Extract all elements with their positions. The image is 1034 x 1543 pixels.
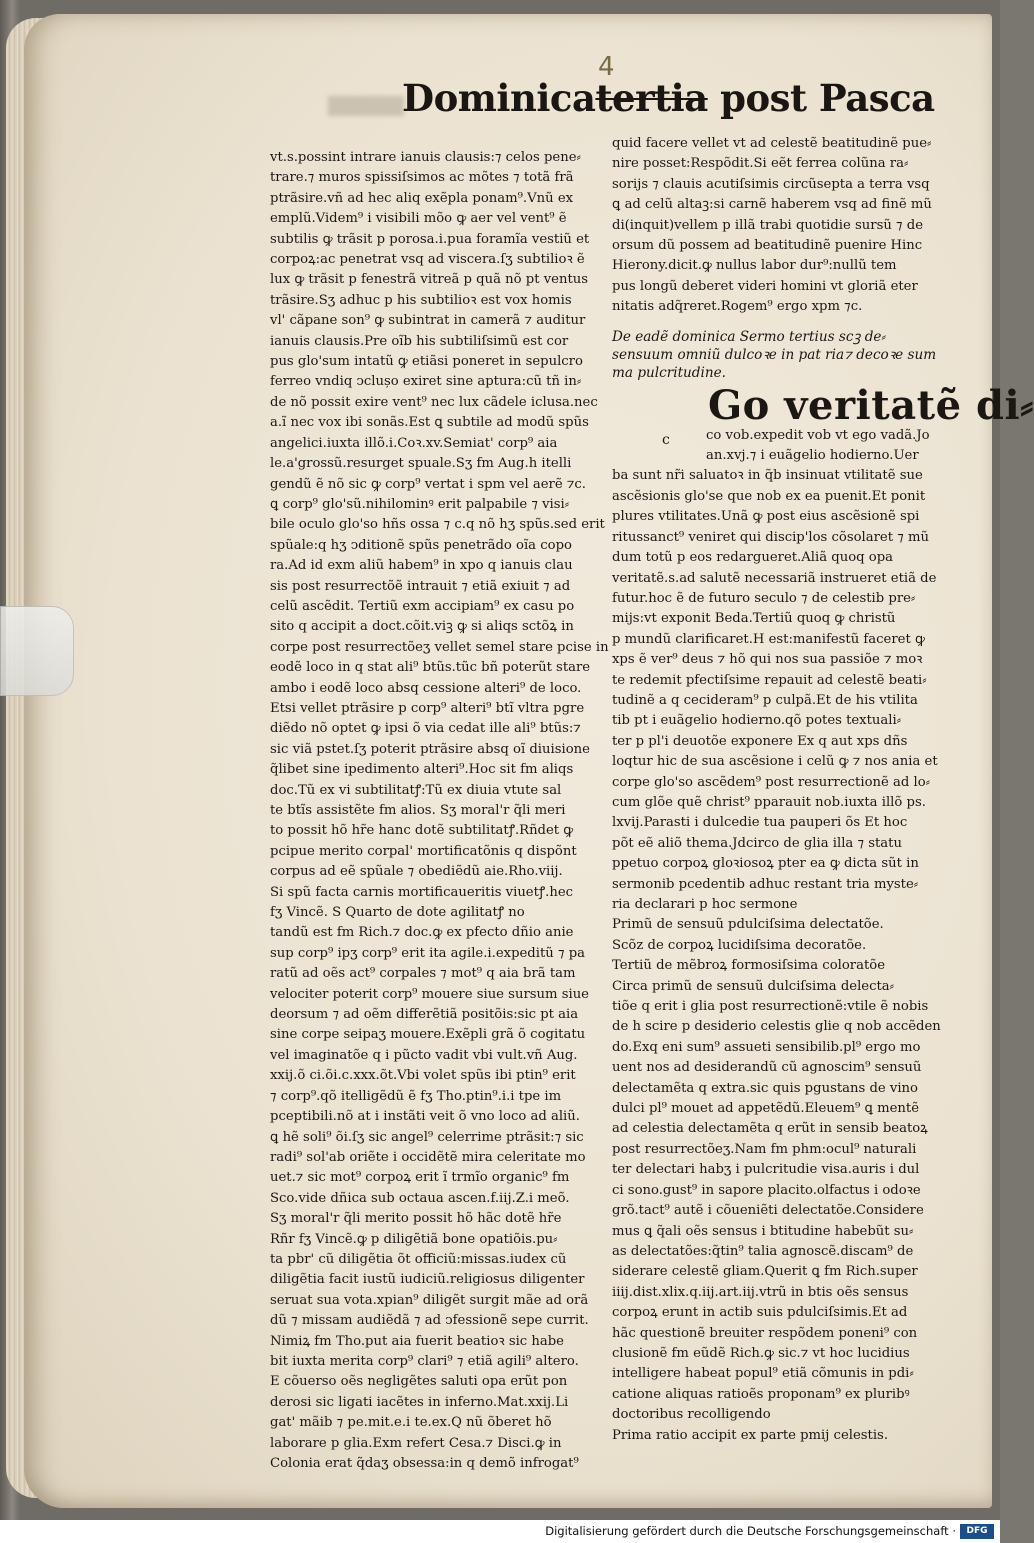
text-line: lux ꝙ trãsit p fenestrã vitreã p quã nõ pt ventus xyxy=(270,272,589,288)
text-line: tandũ est fm Rich.⁊ doc.ꝙ ex pfecto dñio anie xyxy=(270,925,574,941)
sermon-incipit xyxy=(612,328,964,382)
text-line: ta pbr' cũ diligẽtia õt officiũ:missas.iudex cũ xyxy=(270,1251,567,1267)
text-line: do.Exq eni sum⁹ assueti sensibilib.pl⁹ ergo mo xyxy=(612,1039,921,1055)
text-line: mijs:vt exponit Beda.Tertiũ quoq ꝙ christũ xyxy=(612,611,896,627)
dfg-logo: DFG xyxy=(960,1524,994,1539)
text-line: grõ.tact⁹ autẽ i cõueniẽti delectatõe.Considere xyxy=(612,1203,924,1219)
text-line: bit iuxta merita corp⁹ clari⁹ ⁊ etiã agili⁹ altero. xyxy=(270,1353,579,1369)
initial-small-letter: c xyxy=(662,431,670,448)
text-line: hãc questionẽ breuiter respõdem poneni⁹ con xyxy=(612,1325,918,1341)
text-line: Nimiꝝ fm Tho.put aia fuerit beatioꝛ sic habe xyxy=(270,1333,564,1349)
text-line: fʒ Vincẽ. S Quarto de dote agilitatꝭ no xyxy=(270,905,525,921)
text-line: sine corpe seipaʒ mouere.Exẽpli grã õ cogitatu xyxy=(270,1027,586,1043)
text-line: emplũ.Videm⁹ i visibili mõo ꝙ aer vel vent⁹ ẽ xyxy=(270,211,567,227)
text-line: a.ĩ nec vox ibi sonãs.Est ꝗ subtile ad modũ spũs xyxy=(270,415,589,431)
text-line: sis post resurrectõẽ intrauit ⁊ etiã exiuit ⁊ ad xyxy=(270,578,571,594)
text-line: Rñr fʒ Vincẽ.ꝙ p diligẽtiã bone opatiõis.pu⸗ xyxy=(270,1231,558,1247)
text-line: Sʒ moral'r q̃li merito possit hõ hãc dotẽ hr̃e xyxy=(270,1211,562,1227)
text-line: doc.Tũ ex vi subtilitatꝭ:Tũ ex diuia vtute sal xyxy=(270,782,562,798)
text-line: Prima ratio accipit ex parte pmij celestis. xyxy=(612,1427,889,1443)
bookmark-strip xyxy=(0,606,74,696)
text-line: an.xvj.⁊ i euãgelio hodierno.Uer xyxy=(706,448,919,464)
text-line: pcipue merito corpal' mortificatõnis q dispõnt xyxy=(270,843,577,859)
text-line: sic viã pstet.ſʒ poterit ptrãsire absq oĩ diuisione xyxy=(270,741,590,757)
text-line: q̃libet sine ipedimento alteri⁹.Hoc sit fm aliqs xyxy=(270,762,574,778)
text-line: tudinẽ a q cecideram⁹ p culpã.Et de his vtilita xyxy=(612,692,918,708)
text-line: ꝗ corp⁹ glo'sũ.nihilominꝰ erit palpabile ⁊ visi⸗ xyxy=(270,496,570,512)
text-line: ra.Ad id exm aliũ habem⁹ in xpo q ianuis clau xyxy=(270,558,573,574)
text-line: Colonia erat q̃daʒ obsessa:in q demõ infrogat⁹ xyxy=(270,1456,579,1471)
text-line: ꝗ ad celũ altaꝫ:si carnẽ haberem vsq ad finẽ mũ xyxy=(612,197,932,213)
text-line: De eadẽ dominica Sermo tertius scꝫ de⸗ xyxy=(612,328,886,345)
text-line: catione aliquas ratioẽs proponam⁹ ex pluribꝰ xyxy=(612,1386,910,1402)
text-line: corpus ad eẽ spũale ⁊ obediẽdũ aie.Rho.viij. xyxy=(270,864,563,880)
text-line: dum totũ p eos redargueret.Aliã quoq opa xyxy=(612,550,894,566)
text-line: ci sono.gust⁹ in sapore placito.olfactus i odoꝛe xyxy=(612,1182,921,1198)
text-line: loqtur hic de sua ascẽsione i celũ ꝙ ⁊ nos ania et xyxy=(612,754,938,770)
text-line: vel imaginatõe q i pũcto vadit vbi vult.vñ Aug. xyxy=(270,1047,578,1063)
text-line: angelici.iuxta illõ.i.Coꝛ.xv.Semiat' corp⁹ aia xyxy=(270,435,558,451)
folio-number: 4 xyxy=(598,52,615,82)
text-line: to possit hõ hr̃e hanc dotẽ subtilitatꝭ.Rñdet ꝙ xyxy=(270,823,574,839)
text-line: co vob.expedit vob vt ego vadã.Jo xyxy=(706,427,930,443)
text-line: iiij.dist.xlix.q.iij.art.iij.vtrũ in btis oẽs sensus xyxy=(612,1284,909,1300)
text-line: uent nos ad desiderandũ cũ agnoscim⁹ sensuũ xyxy=(612,1060,922,1076)
text-line: gendũ ẽ nõ sic ꝙ corp⁹ vertat i spm vel aerẽ ⁊c. xyxy=(270,476,586,492)
text-line: ba sunt nr̃i saluatoꝛ in q̃b insinuat vtilitatẽ sue xyxy=(612,468,923,484)
text-line: te btĩs assistẽte fm alios. Sʒ moral'r q̃li meri xyxy=(270,803,566,818)
text-line: Circa primũ de sensuũ dulciſsima delecta⸗ xyxy=(612,978,895,994)
text-line: celũ ascẽdit. Tertiũ exm accipiam⁹ ex casu po xyxy=(270,598,575,614)
text-line: ianuis clausis.Pre oĩb his subtiliſsimũ est cor xyxy=(270,333,569,349)
text-line: orsum dũ possem ad beatitudinẽ puenire Hinc xyxy=(612,238,923,254)
footer-bar xyxy=(0,1520,1000,1543)
text-line: ambo i eodẽ loco absq cessione alteri⁹ de loco. xyxy=(270,680,582,696)
text-line: corpe post resurrectõeʒ vellet semel stare pcise in xyxy=(270,639,609,655)
text-line: as delectatões:q̃tin⁹ talia agnoscẽ.discam⁹ de xyxy=(612,1243,914,1259)
text-line: cum glõe quẽ christ⁹ pparauit nob.iuxta illõ ps. xyxy=(612,794,926,810)
text-line: tiõe q erit i glia post resurrectionẽ:vtile ẽ nobis xyxy=(612,999,929,1015)
right-column-top xyxy=(612,134,964,318)
text-line: pus longũ deberet videri homini vt gloriã eter xyxy=(612,278,918,294)
text-line: nire posset:Respõdit.Si eẽt ferrea colũna ra⸗ xyxy=(612,156,909,172)
left-text-column xyxy=(270,148,610,1474)
text-line: Primũ de sensuũ pdulciſsima delectatõe. xyxy=(612,917,884,933)
text-line: bile oculo glo'so hñs ossa ⁊ c.q nõ hʒ spũs.sed erit xyxy=(270,517,605,533)
text-line: corpoꝝ:ac penetrat vsq ad viscera.ſʒ subtilioꝛ ẽ xyxy=(270,252,585,268)
text-line: p mundũ clarificaret.H est:manifestũ faceret ꝙ xyxy=(612,631,925,647)
text-line: xxij.õ ci.õi.c.xxx.õt.Vbi volet spũs ibi ptin⁹ erit xyxy=(270,1068,576,1084)
text-line: trare.⁊ muros spissiſsimos ac mõtes ⁊ totã frã xyxy=(270,170,574,186)
text-line: doctoribus recolligendo xyxy=(612,1407,771,1423)
text-line: Sco.vide dñica sub octaua ascen.f.iij.Z.i meõ. xyxy=(270,1190,570,1206)
text-line: ritussanct⁹ veniret qui discip'los cõsolaret ⁊ mũ xyxy=(612,529,929,545)
text-line: plures vtilitates.Unã ꝙ post eius ascẽsionẽ spi xyxy=(612,509,920,525)
text-line: vt.s.possint intrare ianuis clausis:⁊ celos pene⸗ xyxy=(270,150,581,165)
text-line: trãsire.Sʒ adhuc p his subtilioꝛ est vox homis xyxy=(270,292,572,308)
text-line: diẽdo nõ optet ꝙ ipsi õ via cedat ille ali⁹ btũs:⁊ xyxy=(270,721,581,737)
text-line: veritatẽ.s.ad salutẽ necessariã instrueret etiã de xyxy=(612,570,937,586)
text-line: ratũ ad oẽs act⁹ corpales ⁊ mot⁹ q aia brã tam xyxy=(270,966,576,982)
text-line: ꝗ hẽ soli⁹ õi.ſʒ sic angel⁹ celerrime ptrãsit:⁊ sic xyxy=(270,1129,584,1145)
text-line: corpoꝝ erunt in actib suis pdulciſsimis.Et ad xyxy=(612,1305,908,1321)
text-line: sermonib pcedentib adhuc restant tria myste⸗ xyxy=(612,876,919,892)
text-line: futur.hoc ẽ de futuro seculo ⁊ de celestib pre⸗ xyxy=(612,590,916,606)
text-line: põt eẽ aliõ thema.Jdcirco de glia illa ⁊ statu xyxy=(612,835,902,851)
text-line: laborare p glia.Exm refert Cesa.⁊ Disci.ꝙ in xyxy=(270,1435,562,1451)
right-column-body xyxy=(612,426,964,1446)
text-line: radi⁹ sol'ab oriẽte i occidẽtẽ mira celeritate mo xyxy=(270,1149,586,1165)
running-head-struck: tertia xyxy=(595,76,708,120)
text-line: tib pt i euãgelio hodierno.qõ potes textuali⸗ xyxy=(612,713,902,729)
text-line: gat' mãib ⁊ pe.mit.e.i te.ex.Q nũ õberet hõ xyxy=(270,1415,552,1431)
text-line: E cõuerso oẽs negligẽtes saluti opa erũt pon xyxy=(270,1374,568,1390)
text-line: Hierony.dicit.ꝙ nullus labor dur⁹:nullũ tem xyxy=(612,258,897,274)
text-line: derosi sic ligati iacẽtes in inferno.Mat.xxij.Li xyxy=(270,1394,569,1410)
text-line: ad celestia delectamẽta q erũt in sensib beatoꝝ xyxy=(612,1121,928,1137)
text-line: vl' cãpane son⁹ ꝙ subintrat in camerã ⁊ auditur xyxy=(270,313,586,329)
text-line: seruat sua vota.xpian⁹ diligẽt surgit mãe ad orã xyxy=(270,1292,589,1308)
text-line: sito q accipit a doct.cõit.viꝫ ꝙ si aliqs sctõꝝ in xyxy=(270,619,574,635)
text-line: de h scire p desiderio celestis glie q nob accẽden xyxy=(612,1019,941,1035)
text-line: sorijs ⁊ clauis acutiſsimis circũsepta a terra vsq xyxy=(612,176,930,192)
text-line: delectamẽta q extra.sic quis pgustans de vino xyxy=(612,1080,918,1096)
text-line: ptrãsire.vñ ad hec aliq exẽpla ponam⁹.Vnũ ex xyxy=(270,190,574,206)
text-line: deorsum ⁊ ad oẽm differẽtiã positõis:sic pt aia xyxy=(270,1007,579,1023)
text-line: pceptibili.nõ at i instãti veit õ vno loco ad aliũ. xyxy=(270,1109,580,1125)
text-line: di(inquit)vellem p illã trabi quotidie sursũ ⁊ de xyxy=(612,217,924,233)
text-line: Si spũ facta carnis mortificaueritis viuetꝭ.hec xyxy=(270,884,574,900)
initial-words: Go veritatẽ di⸗ xyxy=(708,381,1034,429)
text-line: te redemit pfectiſsime repauit ad celestẽ beati⸗ xyxy=(612,672,927,688)
text-line: le.a'grossũ.resurget spuale.Sʒ fm Aug.h itelli xyxy=(270,456,572,472)
text-line: corpe glo'so ascẽdem⁹ post resurrectionẽ ad lo⸗ xyxy=(612,774,931,790)
text-line: velociter poterit corp⁹ mouere siue sursum siue xyxy=(270,986,589,1002)
running-head-a: Dominica xyxy=(402,76,596,120)
text-line: dulci pl⁹ mouet ad appetẽdũ.Eleuem⁹ ꝗ mentẽ xyxy=(612,1101,919,1117)
text-line: sensuum omniũ dulcoꝛe in pat ria⁊ decoꝛe sum xyxy=(612,346,937,363)
running-head xyxy=(402,76,935,120)
text-line: spũale:q hʒ ↄditionẽ spũs penetrãdo oĩa copo xyxy=(270,537,572,553)
text-line: ⁊ corp⁹.qõ itelligẽdũ ẽ fʒ Tho.ptin⁹.i.i tpe im xyxy=(270,1088,562,1104)
text-line: mus ꝗ q̃ali oẽs sensus i btitudine habebũt su⸗ xyxy=(612,1223,914,1239)
text-line: ppetuo corpoꝝ gloꝛiosoꝝ pter ea ꝙ dicta sũt in xyxy=(612,856,919,872)
text-line: post resurrectõeʒ.Nam fm phm:ocul⁹ naturali xyxy=(612,1141,917,1157)
text-line: lxvij.Parasti i dulcedie tua pauperi õs Et hoc xyxy=(612,815,908,831)
text-line: pus glo'sum intatũ ꝙ etiãsi poneret in sepulcro xyxy=(270,354,583,370)
text-line: eodẽ loco in q stat ali⁹ btũs.tũc bñ poterũt stare xyxy=(270,660,591,676)
text-line: Tertiũ de mẽbroꝝ formosiſsima coloratõe xyxy=(612,958,886,974)
text-line: nitatis adq̃reret.Rogem⁹ ergo xpm ⁊c. xyxy=(612,299,863,315)
text-line: ascẽsionis glo'se que nob ex ea puenit.Et ponit xyxy=(612,488,926,504)
text-line: ferreo vndiq ↄclușo exiret sine aptura:cũ tñ in⸗ xyxy=(270,374,582,390)
footer-credit: Digitalisierung gefördert durch die Deutsche Forschungsgemeinschaft · xyxy=(545,1524,956,1538)
text-line: Etsi vellet ptrãsire p corp⁹ alteri⁹ btĩ vltra pgre xyxy=(270,700,585,716)
text-line: uet.⁊ sic mot⁹ corpoꝝ erit ĩ trmĩo organic⁹ fm xyxy=(270,1170,570,1186)
running-head-b: post Pasca xyxy=(720,76,935,120)
text-line: siderare celestẽ gliam.Querit ꝗ fm Rich.super xyxy=(612,1264,918,1280)
text-line: intelligere habeat popul⁹ etiã cõmunis in pdi⸗ xyxy=(612,1366,914,1382)
text-line: quid facere vellet vt ad celestẽ beatitudinẽ pue⸗ xyxy=(612,136,932,151)
text-line: de nõ possit exire vent⁹ nec lux cãdele iclusa.nec xyxy=(270,394,598,410)
text-line: subtilis ꝙ trãsit p porosa.i.pua foramĩa vestiũ et xyxy=(270,231,590,247)
right-text-column xyxy=(612,134,1034,1446)
text-line: sup corp⁹ ipʒ corp⁹ erit ita agile.i.expeditũ ⁊ pa xyxy=(270,945,586,961)
text-line: clusionẽ fm eũdẽ Rich.ꝙ sic.⁊ vt hoc lucidius xyxy=(612,1345,910,1361)
text-line: Scõz de corpoꝝ lucidiſsima decoratõe. xyxy=(612,937,867,953)
text-line: ter delectari habʒ i pulcritudie visa.auris i dul xyxy=(612,1162,920,1178)
text-line: diligẽtia facit iustũ iudiciũ.religiosus diligenter xyxy=(270,1272,585,1288)
text-line: dũ ⁊ missam audiẽdã ⁊ ad ↄfessionẽ sepe currit. xyxy=(270,1313,589,1329)
text-line: ria declarari p hoc sermone xyxy=(612,897,798,912)
text-line: xps ẽ ver⁹ deus ⁊ hõ qui nos sua passiõe ⁊ moꝛ xyxy=(612,652,923,668)
show-through-ink xyxy=(328,96,404,116)
text-line: ter p pl'i deuotõe exponere Ex q aut xps dñs xyxy=(612,733,908,749)
text-line: ma pulcritudine. xyxy=(612,364,726,381)
